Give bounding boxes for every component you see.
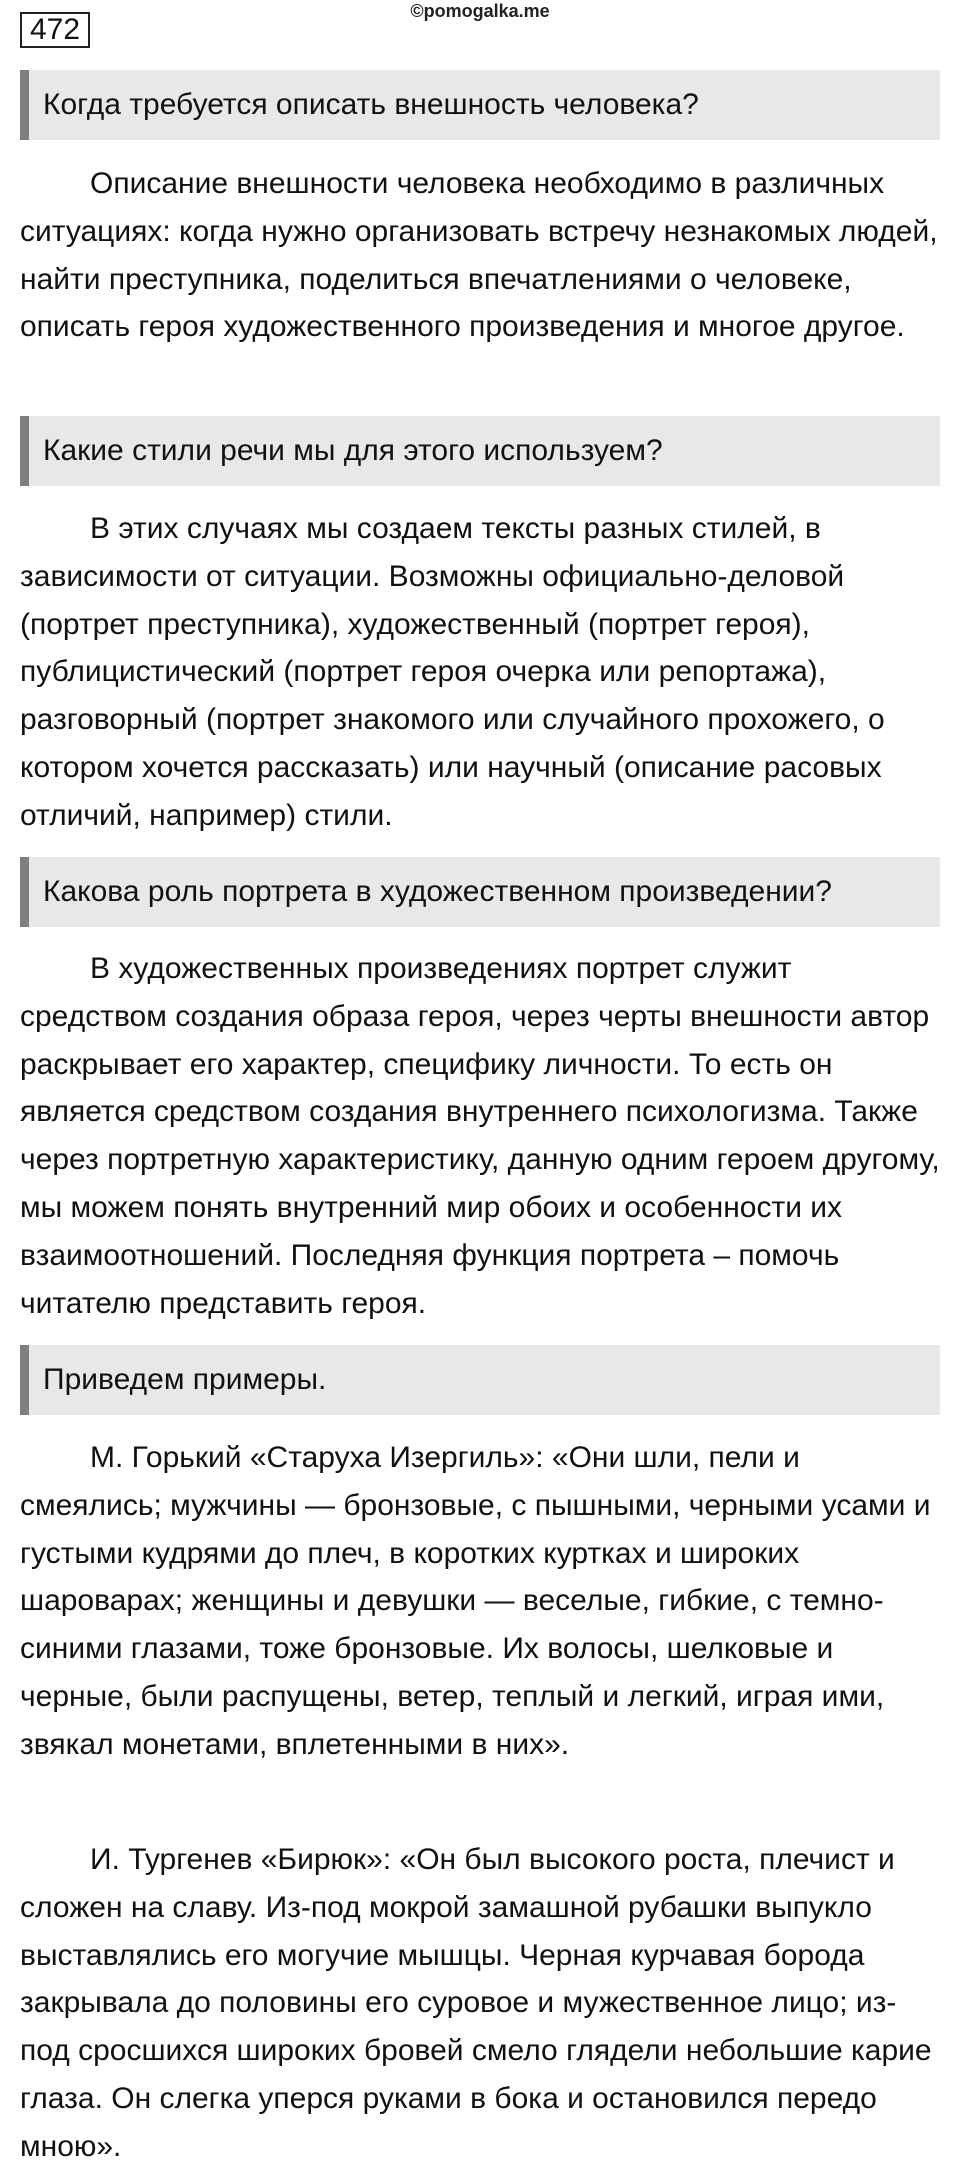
question-box: Какова роль портрета в художественном произведении? <box>20 857 940 927</box>
quote-paragraph: И. Тургенев «Бирюк»: «Он был высокого роста, плечист и сложен на славу. Из-под мокрой замашной рубашки выпукло выставлялись его могучие мышцы. Черная курчавая борода закрывала до половины его суровое и мужественное лицо; из-под сросшихся широких бровей смело глядели небольшие карие глаза. Он слегка уперся руками в бока и остановился передо мною». <box>20 1843 932 2163</box>
question-box: Когда требуется описать внешность человека? <box>20 70 940 140</box>
quote-paragraph: М. Горький «Старуха Изергиль»: «Они шли, пели и смеялись; мужчины — бронзовые, с пышными, черными усами и густыми кудрями до плеч, в коротких куртках и широких шароварах; женщины и девушки — веселые, гибкие, с темно-синими глазами, тоже бронзовые. Их волосы, шелковые и черные, были распущены, ветер, теплый и легкий, играя ими, звякал монетами, вплетенными в них». <box>20 1441 931 1761</box>
answer-paragraph: В художественных произведениях портрет служит средством создания образа героя, через черты внешности автор раскрывает его характер, специфику личности. То есть он является средством создания внутреннего психологизма. Также через портретную характеристику, данную одним героем другому, мы можем понять внутренний мир обоих и особенности их взаимоотношений. Последняя функция портрета – помочь читателю представить героя. <box>20 952 940 1320</box>
answer-2 <box>20 505 940 840</box>
answer-paragraph: В этих случаях мы создаем тексты разных стилей, в зависимости от ситуации. Возможны официально-деловой (портрет преступника), художественный (портрет героя), публицистический (портрет героя очерка или репортажа), разговорный (портрет знакомого или случайного прохожего, о котором хочется рассказать) или научный (описание расовых отличий, например) стили. <box>20 512 885 832</box>
answer-3 <box>20 945 940 1327</box>
section-4 <box>20 1345 940 1415</box>
watermark: ©pomogalka.me <box>410 1 550 21</box>
section-2 <box>20 416 940 486</box>
question-box: Какие стили речи мы для этого используем? <box>20 416 940 486</box>
section-1 <box>20 70 940 140</box>
example-gorky <box>20 1434 940 1769</box>
example-turgenev <box>20 1836 940 2171</box>
section-3 <box>20 857 940 927</box>
page-number-box: 472 <box>20 12 90 48</box>
question-box: Приведем примеры. <box>20 1345 940 1415</box>
answer-1 <box>20 160 940 351</box>
answer-paragraph: Описание внешности человека необходимо в различных ситуациях: когда нужно организовать встречу незнакомых людей, найти преступника, поделиться впечатлениями о человеке, описать героя художественного произведения и многое другое. <box>20 167 938 344</box>
